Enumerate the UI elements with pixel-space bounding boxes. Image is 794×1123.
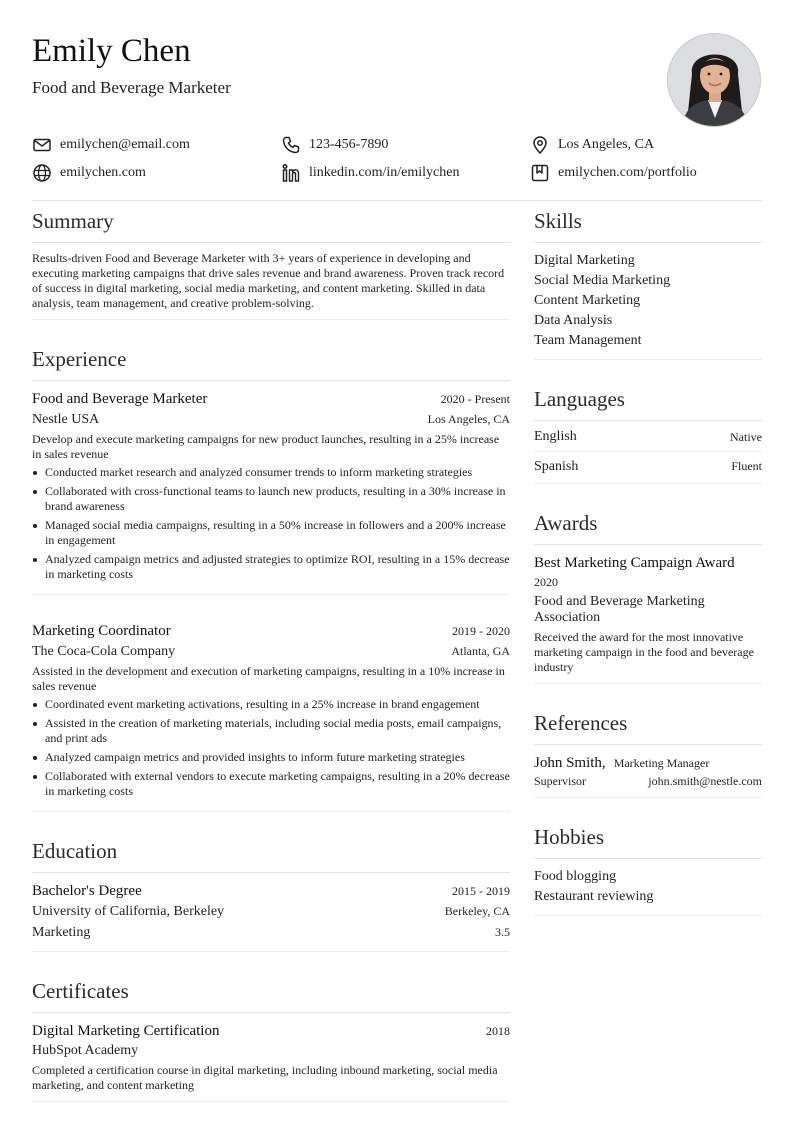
contact-website[interactable] [32,163,281,183]
contact-portfolio-text: emilychen.com/portfolio [558,165,697,180]
summary-text: Results-driven Food and Beverage Marketer with 3+ years of experience in developing and executing marketing campaigns that drive sales revenue and brand awareness. Proven track record of success in digital marketing, social media marketing, and content marketing. Skilled in data analysis, team management, and creative problem-solving. [32,251,505,310]
reference-email[interactable]: john.smith@nestle.com [648,774,762,788]
reference-role: Marketing Manager [613,756,710,770]
language-level: Fluent [731,459,762,473]
skill-item: Data Analysis [534,313,613,328]
job-bullet: Collaborated with external vendors to execute marketing campaigns, resulting in a 20% decrease in marketing costs [32,769,510,799]
contact-website-text: emilychen.com [60,165,146,180]
certificates-title: Certificates [32,970,510,1013]
language-item [534,423,762,452]
certificate-year: 2018 [486,1024,510,1038]
job-bullet: Analyzed campaign metrics and provided insights to inform future marketing strategies [32,750,510,765]
skill-item: Digital Marketing [534,253,635,268]
summary-title: Summary [32,200,510,243]
skills-section [534,200,762,360]
hobby-item: Food blogging [534,869,617,884]
contact-linkedin[interactable] [281,163,530,183]
job-description: Assisted in the development and execution of marketing campaigns, resulting in a 10% increase in sales revenue [32,664,505,693]
education-degree: Bachelor's Degree [32,883,142,899]
education-gpa: 3.5 [495,925,510,939]
job-bullets [32,697,510,799]
skill-item: Team Management [534,333,642,348]
linkedin-icon [281,163,301,183]
reference-name: John Smith, [534,755,606,771]
side-column [534,200,762,934]
candidate-name: Emily Chen [32,33,191,69]
job-bullet: Collaborated with cross-functional teams to launch new products, resulting in a 30% increase in brand awareness [32,484,510,514]
languages-section [534,378,762,484]
phone-icon [281,135,301,155]
contact-linkedin-text: linkedin.com/in/emilychen [309,165,460,180]
job-bullet: Coordinated event marketing activations, resulting in a 25% increase in brand engagement [32,697,510,712]
awards-section [534,502,762,684]
job-position: Marketing Coordinator [32,623,171,639]
experience-item [32,381,510,595]
job-bullet: Managed social media campaigns, resulting in a 50% increase in followers and a 200% increase in engagement [32,518,510,548]
job-position: Food and Beverage Marketer [32,391,208,407]
job-dates: 2020 - Present [440,392,510,406]
main-column [32,200,510,1120]
award-description: Received the award for the most innovative marketing campaign in the food and beverage industry [534,630,754,674]
contact-phone-text: 123-456-7890 [309,137,389,152]
language-item [534,452,762,481]
reference-relation: Supervisor [534,774,586,788]
experience-section [32,338,510,812]
skill-item: Content Marketing [534,293,641,308]
job-dates: 2019 - 2020 [452,624,510,638]
job-company: The Coca-Cola Company [32,644,176,659]
profile-photo-icon [668,34,761,127]
contact-location [530,135,762,155]
education-location: Berkeley, CA [444,904,510,918]
certificate-description: Completed a certification course in digital marketing, including inbound marketing, social media marketing, and content marketing [32,1063,498,1092]
education-title: Education [32,830,510,873]
contact-list [32,135,762,183]
hobby-item: Restaurant reviewing [534,889,654,904]
job-bullets [32,465,510,582]
avatar [667,33,761,127]
location-icon [530,135,550,155]
skills-title: Skills [534,200,762,243]
award-year: 2020 [534,575,558,589]
job-description: Develop and execute marketing campaigns for new product launches, resulting in a 25% increase in sales revenue [32,432,500,461]
hobbies-section [534,816,762,916]
job-bullet: Analyzed campaign metrics and adjusted strategies to optimize ROI, resulting in a 15% decrease in marketing costs [32,552,510,582]
references-title: References [534,702,762,745]
certificates-section [32,970,510,1102]
job-company: Nestle USA [32,412,100,427]
contact-email-text: emilychen@email.com [60,137,190,152]
education-field: Marketing [32,925,91,940]
references-section [534,702,762,798]
experience-item [32,613,510,812]
portfolio-icon [530,163,550,183]
language-name: Spanish [534,458,579,474]
language-name: English [534,429,577,444]
contact-portfolio[interactable] [530,163,762,183]
mail-icon [32,135,52,155]
skill-item: Social Media Marketing [534,273,671,288]
education-section [32,830,510,952]
hobbies-title: Hobbies [534,816,762,859]
job-location: Atlanta, GA [451,644,510,658]
contact-email[interactable] [32,135,281,155]
awards-title: Awards [534,502,762,545]
job-location: Los Angeles, CA [427,412,510,426]
language-level: Native [730,429,762,444]
award-issuer: Food and Beverage Marketing Association [534,594,705,625]
certificate-issuer: HubSpot Academy [32,1043,139,1058]
award-name: Best Marketing Campaign Award [534,555,735,571]
resume-page [32,0,762,1123]
contact-phone[interactable] [281,135,530,155]
education-school: University of California, Berkeley [32,904,225,919]
globe-icon [32,163,52,183]
summary-section [32,200,510,320]
education-dates: 2015 - 2019 [452,884,510,898]
languages-title: Languages [534,378,762,421]
contact-location-text: Los Angeles, CA [558,137,655,152]
job-bullet: Assisted in the creation of marketing materials, including social media posts, email campaigns, and print ads [32,716,510,746]
certificate-name: Digital Marketing Certification [32,1023,220,1039]
candidate-headline: Food and Beverage Marketer [32,78,231,97]
experience-title: Experience [32,338,510,381]
job-bullet: Conducted market research and analyzed consumer trends to inform marketing strategies [32,465,510,480]
